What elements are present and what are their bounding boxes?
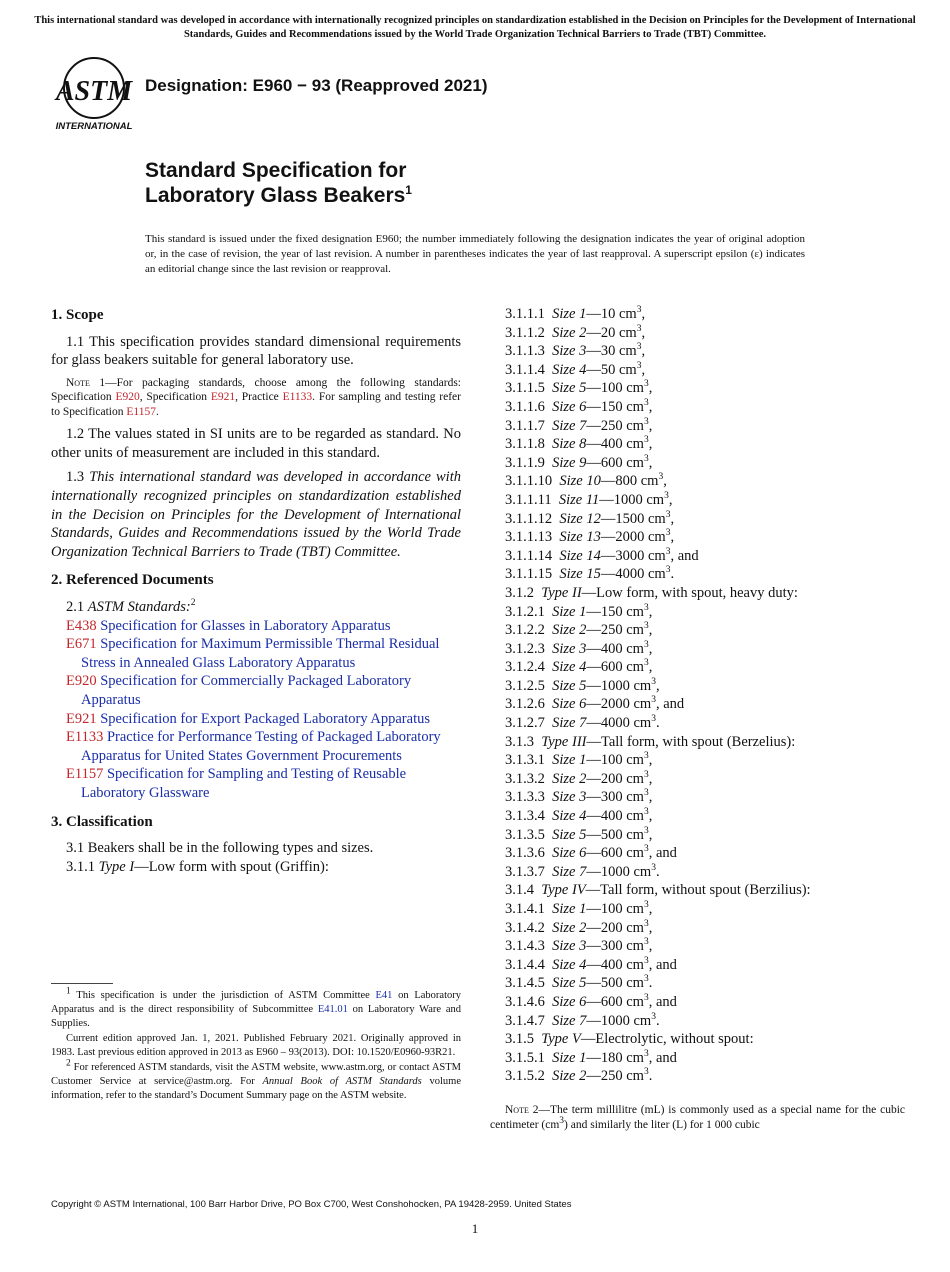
footnote-1-edition: Current edition approved Jan. 1, 2021. Published February 2021. Originally approved in 1983. Last previous edition approved in 2013 as E960 – 93(2013). DOI: 10.1520/E0960-93R21.	[51, 1033, 461, 1058]
size-item: 3.1.1.5 Size 5—100 $cm^3$,	[505, 379, 653, 397]
reference-item	[51, 710, 461, 729]
footnotes	[51, 986, 461, 1104]
note-1: Note 1—For packaging standards, choose among the following standards: Specification E920, Specification E921, Practice E1133. For sampling and testing refer to Specification E1157.	[51, 376, 461, 418]
section-classification-heading: 3. Classification	[51, 813, 153, 830]
document-title	[145, 158, 412, 208]
reference-code-link[interactable]: E920	[66, 673, 97, 690]
size-item: 3.1.3.6 Size 6—600 $cm^3$, and	[505, 844, 677, 862]
reference-code-link[interactable]: E1157	[66, 766, 104, 783]
title-line-1: Standard Specification for	[145, 159, 407, 182]
size-item: 3.1.3.5 Size 5—500 $cm^3$,	[505, 825, 653, 843]
page-number: 1	[471, 1221, 479, 1236]
size-item: 3.1.3.2 Size 2—200 $cm^3$,	[505, 770, 653, 787]
size-item: 3.1.4.7 Size 7—1000 $cm^3$.	[505, 1011, 660, 1029]
footnote-1: $^1$ This specification is under the jurisdiction of ASTM Committee E41 on Laboratory Apparatus and is the direct responsibility of Subcommittee E41.01 on Laboratory Ware and Supplies.	[51, 986, 461, 1029]
size-item: 3.1.2.6 Size 6—2000 $cm^3$, and	[505, 695, 685, 713]
reference-code-link[interactable]: E671	[66, 636, 97, 653]
footnote-2: $^2$ For referenced ASTM standards, visit the ASTM website, www.astm.org, or contact ASTM Customer Service at service@astm.org. For Annual Book of ASTM Standards volume information, refer to the standard’s Document Summary page on the ASTM website.	[51, 1058, 461, 1101]
size-item: 3.1.4.5 Size 5—500 $cm^3$.	[505, 974, 653, 992]
reference-item	[51, 728, 461, 765]
size-item: 3.1.4.4 Size 4—400 $cm^3$, and	[505, 955, 677, 973]
type-item: 3.1.4 Type IV—Tall form, without spout (Berzilius):	[505, 882, 811, 899]
reference-title-link[interactable]: Specification for Glasses in Laboratory Apparatus	[100, 617, 391, 634]
size-item: 3.1.1.14 Size 14—3000 $cm^3$, and	[505, 546, 699, 564]
reference-code-link[interactable]: E921	[66, 710, 97, 727]
title-footnote-mark: 1	[405, 183, 412, 197]
reference-title-link[interactable]: Specification for Commercially Packaged Laboratory Apparatus	[81, 673, 412, 708]
footnote-rule	[51, 983, 113, 984]
astm-logo	[52, 56, 136, 132]
left-column	[51, 306, 461, 876]
size-item: 3.1.1.1 Size 1—10 $cm^3$,	[505, 305, 646, 322]
reference-item	[51, 672, 461, 709]
size-item: 3.1.1.8 Size 8—400 $cm^3$,	[505, 435, 653, 453]
type-item: 3.1.3 Type III—Tall form, with spout (Berzelius):	[505, 733, 796, 750]
svg-text:INTERNATIONAL: INTERNATIONAL	[55, 121, 133, 132]
para-1-1: 1.1 This specification provides standard dimensional requirements for glass beakers suitable for general laboratory use.	[51, 333, 461, 369]
size-item: 3.1.3.4 Size 4—400 $cm^3$,	[505, 807, 653, 825]
size-item: 3.1.1.3 Size 3—30 $cm^3$,	[505, 342, 646, 360]
svg-text:ASTM: ASTM	[55, 76, 133, 107]
size-item: 3.1.1.10 Size 10—800 $cm^3$,	[505, 472, 667, 490]
size-item: 3.1.1.2 Size 2—20 $cm^3$,	[505, 323, 646, 341]
size-item: 3.1.2.5 Size 5—1000 $cm^3$,	[505, 677, 660, 694]
size-item: 3.1.3.7 Size 7—1000 $cm^3$.	[505, 862, 660, 880]
size-item: 3.1.2.7 Size 7—4000 $cm^3$.	[505, 714, 660, 732]
note-2: Note 2—The term millilitre (mL) is commonly used as a special name for the cubic centimeter $(cm^3)$ and similarly the liter (L) for 1 000 cubic	[490, 1104, 905, 1131]
reference-item	[51, 617, 461, 636]
copyright: Copyright © ASTM International, 100 Barr Harbor Drive, PO Box C700, West Conshohocken, PA 19428-2959. United States	[51, 1199, 572, 1210]
size-item: 3.1.1.6 Size 6—150 $cm^3$,	[505, 398, 653, 415]
size-item: 3.1.1.4 Size 4—50 $cm^3$,	[505, 360, 646, 378]
ref-link-e921[interactable]: E921	[210, 391, 236, 404]
size-item: 3.1.2.1 Size 1—150 $cm^3$,	[505, 602, 653, 620]
para-3-1-1: 3.1.1 Type I—Low form with spout (Griffin):	[66, 858, 329, 875]
reference-code-link[interactable]: E1133	[66, 729, 104, 746]
preamble: This standard is issued under the fixed designation E960; the number immediately following the designation indicates the year of original adoption or, in the case of revision, the year of last revision. A number in parentheses indicates the year of last reapproval. A superscript epsilon (ε) indicates an editorial change since the last revision or reapproval.	[145, 233, 805, 275]
size-item: 3.1.1.13 Size 13—2000 $cm^3$,	[505, 528, 675, 546]
section-references-heading: 2. Referenced Documents	[51, 572, 214, 589]
ref-link-e920[interactable]: E920	[115, 391, 140, 404]
reference-title-link[interactable]: Specification for Maximum Permissible Thermal Residual Stress in Annealed Glass Laboratory Apparatus	[81, 636, 440, 671]
size-item: 3.1.2.3 Size 3—400 $cm^3$,	[505, 639, 653, 657]
top-notice: This international standard was developed in accordance with internationally recognized principles on standardization established in the Decision on Principles for the Development of International Standards, Guides and Recommendations issued by the World Trade Organization Technical Barriers to Trade (TBT) Committee.	[34, 15, 916, 40]
size-item: 3.1.1.9 Size 9—600 $cm^3$,	[505, 453, 653, 471]
size-item: 3.1.2.4 Size 4—600 $cm^3$,	[505, 658, 653, 676]
section-scope-heading: 1. Scope	[51, 307, 104, 323]
designation: Designation: E960 − 93 (Reapproved 2021)	[145, 76, 488, 95]
reference-code-link[interactable]: E438	[66, 617, 97, 634]
reference-item	[51, 635, 461, 672]
para-3-1: 3.1 Beakers shall be in the following types and sizes.	[66, 840, 374, 857]
ref-link-e1157[interactable]: E1157	[126, 405, 156, 418]
size-item: 3.1.1.7 Size 7—250 $cm^3$,	[505, 416, 653, 434]
reference-list	[51, 617, 461, 803]
size-item: 3.1.1.11 Size 11—1000 $cm^3$,	[505, 491, 673, 508]
type-item: 3.1.5 Type V—Electrolytic, without spout:	[505, 1031, 754, 1048]
reference-title-link[interactable]: Specification for Sampling and Testing of Reusable Laboratory Glassware	[81, 766, 407, 801]
size-item: 3.1.3.3 Size 3—300 $cm^3$,	[505, 788, 653, 806]
size-item: 3.1.4.2 Size 2—200 $cm^3$,	[505, 918, 653, 936]
reference-title-link[interactable]: Specification for Export Packaged Laboratory Apparatus	[100, 710, 430, 727]
right-column-sizes	[505, 305, 905, 1086]
para-1-2: 1.2 The values stated in SI units are to be regarded as standard. No other units of measurement are included in this standard.	[51, 426, 461, 461]
title-line-2: Laboratory Glass Beakers	[145, 184, 406, 207]
size-item: 3.1.4.1 Size 1—100 $cm^3$,	[505, 900, 653, 917]
reference-item	[51, 765, 461, 802]
size-item: 3.1.2.2 Size 2—250 $cm^3$,	[505, 621, 653, 639]
size-item: 3.1.5.2 Size 2—250 $cm^3$.	[505, 1067, 653, 1085]
para-2-1: 2.1 ASTM Standards:$^2$	[66, 598, 196, 616]
ref-link-e1133[interactable]: E1133	[282, 391, 313, 404]
size-item: 3.1.1.12 Size 12—1500 $cm^3$,	[505, 509, 675, 527]
size-item: 3.1.4.3 Size 3—300 $cm^3$,	[505, 937, 653, 955]
reference-title-link[interactable]: Practice for Performance Testing of Packaged Laboratory Apparatus for United States Government Procurements	[81, 729, 441, 764]
type-item: 3.1.2 Type II—Low form, with spout, heavy duty:	[505, 584, 798, 601]
para-1-3: 1.3 This international standard was developed in accordance with internationally recognized principles on standardization established in the Decision on Principles for the Development of International Standards, Guides and Recommendations issued by the World Trade Organization Technical Barriers to Trade (TBT) Committee.	[51, 469, 461, 560]
size-item: 3.1.1.15 Size 15—4000 $cm^3$.	[505, 565, 675, 583]
size-item: 3.1.4.6 Size 6—600 $cm^3$, and	[505, 993, 677, 1010]
size-item: 3.1.3.1 Size 1—100 $cm^3$,	[505, 751, 653, 769]
subcommittee-link-e41-01[interactable]: E41.01	[317, 1004, 348, 1015]
size-item: 3.1.5.1 Size 1—180 $cm^3$, and	[505, 1048, 677, 1066]
committee-link-e41[interactable]: E41	[375, 990, 393, 1001]
